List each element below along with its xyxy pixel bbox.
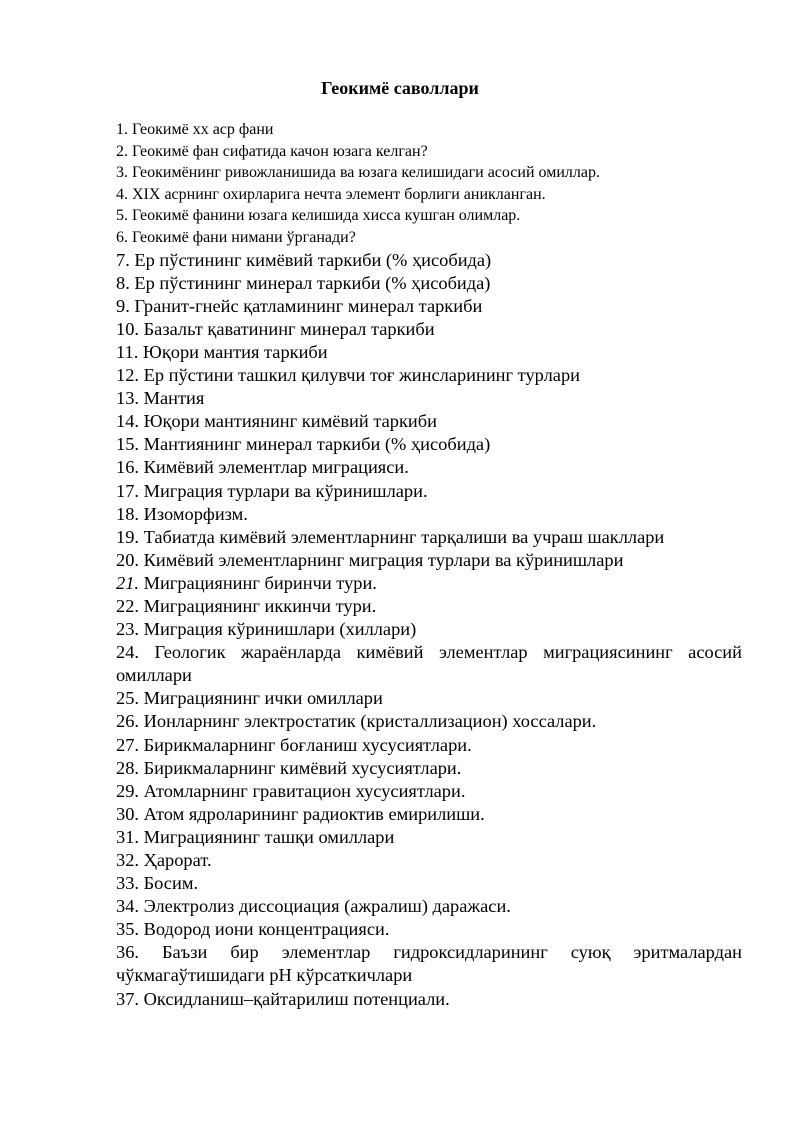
question-text: Юқори мантия таркиби — [138, 341, 328, 362]
question-number: 8. — [116, 272, 130, 293]
list-item — [116, 433, 742, 456]
question-number: 24. — [116, 642, 139, 663]
question-number: 26. — [116, 711, 139, 732]
question-number: 13. — [116, 388, 139, 409]
list-item — [116, 249, 742, 272]
list-item — [116, 849, 742, 872]
list-item — [116, 687, 742, 710]
list-item — [116, 526, 742, 549]
question-number: 1. — [116, 121, 128, 138]
list-item — [116, 895, 742, 918]
question-number: 9. — [116, 295, 130, 316]
question-number: 34. — [116, 896, 139, 917]
question-text: Миграциянинг ички омиллари — [139, 688, 383, 709]
question-text: Изоморфизм. — [139, 503, 248, 524]
list-item — [116, 272, 742, 295]
question-number: 32. — [116, 850, 139, 870]
question-number: 19. — [116, 526, 139, 547]
question-text: Ҳарорат. — [139, 850, 212, 870]
list-item — [116, 826, 742, 849]
list-item — [116, 595, 742, 618]
list-item — [116, 119, 742, 141]
question-text: Бирикмаларнинг боғланиш хусусиятлари. — [139, 734, 472, 755]
question-text: Босим. — [139, 873, 199, 894]
question-text: Миграциянинг иккинчи тури. — [139, 595, 377, 616]
question-number: 16. — [116, 457, 139, 478]
question-text: Юқори мантиянинг кимёвий таркиби — [139, 411, 437, 432]
question-number: 14. — [116, 411, 139, 432]
question-number: 3. — [116, 164, 128, 182]
list-item — [116, 641, 742, 687]
question-number: 15. — [116, 434, 139, 455]
question-text: Оксидланиш–қайтарилиш потенциали. — [139, 988, 450, 1009]
question-number: 27. — [116, 734, 139, 755]
question-number: 23. — [116, 619, 139, 640]
list-item — [116, 205, 742, 227]
list-item — [116, 227, 742, 249]
list-item — [116, 480, 742, 503]
question-text: Атомларнинг гравитацион хусусиятлари. — [139, 780, 466, 801]
list-item — [116, 295, 742, 318]
list-item — [116, 318, 742, 341]
page-title: Геокимё саволлари — [321, 78, 479, 98]
list-item — [116, 184, 742, 206]
question-text: Геокимёнинг ривожланишида ва юзага келишидаги асосий омиллар. — [128, 164, 600, 182]
question-number: 28. — [116, 757, 139, 778]
question-number: 12. — [116, 365, 139, 386]
question-number: 33. — [116, 873, 139, 894]
question-number: 21. — [116, 572, 139, 593]
list-item — [116, 364, 742, 387]
list-item — [116, 572, 742, 595]
question-text: Миграциянинг биринчи тури. — [139, 572, 377, 593]
question-text: Гранит-гнейс қатламининг минерал таркиби — [129, 295, 483, 316]
list-item — [116, 503, 742, 526]
question-text: Геокимё фанини юзага келишида хисса кушган олимлар. — [128, 207, 521, 225]
question-text: Ер пўстининг минерал таркиби (% ҳисобида) — [129, 272, 491, 293]
list-item — [116, 757, 742, 780]
question-text: Ер пўстини ташкил қилувчи тоғ жинсларининг турлари — [139, 365, 580, 386]
question-text: Бирикмаларнинг кимёвий хусусиятлари. — [139, 757, 462, 778]
question-number: 22. — [116, 595, 139, 616]
list-item — [116, 141, 742, 163]
question-number: 31. — [116, 826, 139, 847]
question-text: Геологик жараёнларда кимёвий элементлар миграциясининг асосий омиллари — [116, 642, 742, 686]
question-list — [116, 119, 742, 1011]
question-number: 17. — [116, 480, 139, 501]
list-item — [116, 387, 742, 410]
question-text: Миграциянинг ташқи омиллари — [139, 826, 395, 847]
question-number: 37. — [116, 988, 139, 1009]
question-number: 35. — [116, 919, 139, 940]
question-number: 10. — [116, 318, 139, 339]
list-item — [116, 988, 742, 1011]
question-number: 20. — [116, 549, 139, 570]
list-item — [116, 549, 742, 572]
question-text: Миграция кўринишлари (хиллари) — [139, 619, 417, 640]
question-text: Водород иони концентрацияси. — [139, 919, 390, 940]
question-text: Атом ядроларининг радиоктив емирилиши. — [139, 803, 485, 824]
question-number: 25. — [116, 688, 139, 709]
list-item — [116, 710, 742, 733]
question-text: Табиатда кимёвий элементларнинг тарқалиши ва учраш шакллари — [139, 526, 665, 547]
list-item — [116, 780, 742, 803]
question-number: 18. — [116, 503, 139, 524]
question-text: Миграция турлари ва кўринишлари. — [139, 480, 428, 501]
question-number: 30. — [116, 803, 139, 824]
question-text: Баъзи бир элементлар гидроксидларининг суюқ эритмалардан чўкмагаўтишидаги pH кўрсаткичлари — [116, 942, 742, 986]
question-number: 5. — [116, 207, 128, 225]
list-item — [116, 456, 742, 479]
list-item — [116, 162, 742, 184]
list-item — [116, 803, 742, 826]
list-item — [116, 941, 742, 987]
question-number: 6. — [116, 228, 128, 246]
question-text: Кимёвий элементлар миграцияси. — [139, 457, 409, 478]
question-text: Мантиянинг минерал таркиби (% ҳисобида) — [139, 434, 491, 455]
question-text: Базальт қаватининг минерал таркиби — [139, 318, 435, 339]
list-item — [116, 618, 742, 641]
question-text: Геокимё фан сифатида качон юзага келган? — [128, 142, 428, 160]
question-number: 36. — [116, 942, 139, 963]
question-text: Геокимё хх аср фани — [128, 121, 274, 138]
question-number: 7. — [116, 249, 130, 270]
list-item — [116, 410, 742, 433]
question-number: 4. — [116, 185, 128, 203]
question-text: Ер пўстининг кимёвий таркиби (% ҳисобида) — [129, 249, 492, 270]
list-item — [116, 341, 742, 364]
question-text: XIX асрнинг охирларига нечта элемент борлиги аникланган. — [128, 185, 546, 203]
list-item — [116, 734, 742, 757]
question-text: Электролиз диссоциация (ажралиш) даражаси. — [139, 896, 511, 917]
list-item — [116, 918, 742, 941]
question-number: 29. — [116, 780, 139, 801]
question-text: Геокимё фани нимани ўрганади? — [128, 228, 356, 246]
question-number: 2. — [116, 142, 128, 160]
question-text: Кимёвий элементларнинг миграция турлари ва кўринишлари — [139, 549, 624, 570]
question-text: Ионларнинг электростатик (кристаллизацион) хоссалари. — [139, 711, 597, 732]
question-number: 11. — [116, 341, 139, 362]
list-item — [116, 872, 742, 895]
question-text: Мантия — [139, 388, 205, 409]
